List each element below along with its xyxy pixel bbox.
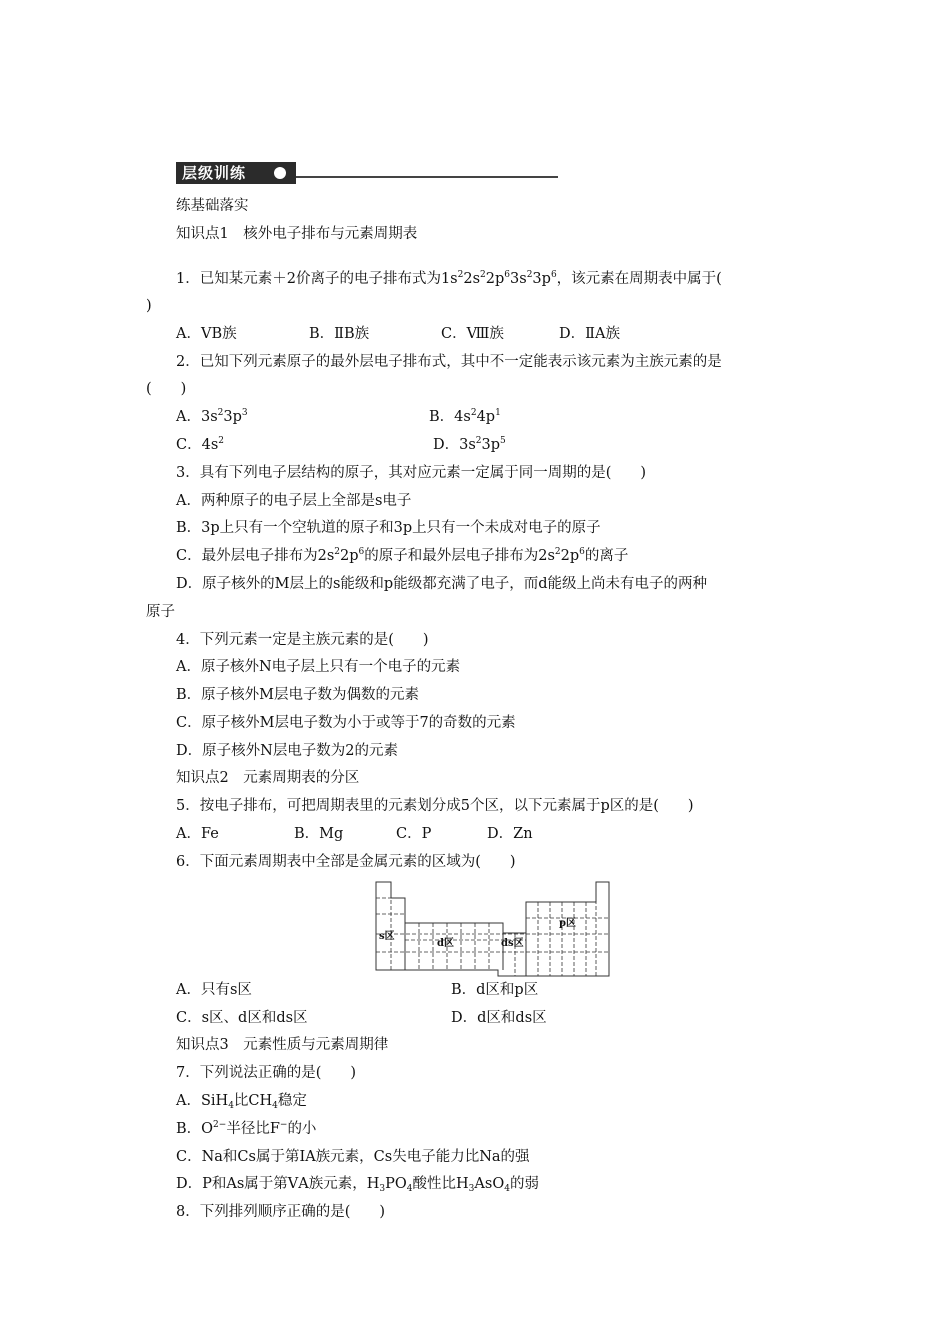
subtitle: 练基础落实 [176, 198, 249, 214]
q5-option-c: C．P [396, 826, 432, 842]
d-block-label: d区 [437, 938, 454, 949]
q7-option-a: A．SiH$_4$比$CH_4$稳定 [176, 1093, 307, 1111]
question-4-stem: 4．下列元素一定是主族元素的是( ) [176, 632, 429, 648]
q6-option-d: D．d区和ds区 [451, 1010, 547, 1026]
q3-option-d-cont: 原子 [146, 604, 175, 620]
q7-option-c: C．Na和Cs属于第ⅠA族元素，Cs失电子能力比Na的强 [176, 1149, 530, 1165]
question-1-stem: 1．已知某元素＋2价离子的电子排布式为$1s^22s^22p^63s^23p^6$，该元素在周期表中属于( [176, 270, 722, 287]
p-block-label: p区 [559, 918, 576, 929]
knowledge-point-1: 知识点1 核外电子排布与元素周期表 [176, 226, 418, 242]
s-block-label: s区 [379, 931, 395, 942]
q4-option-c: C．原子核外M层电子数为小于或等于7的奇数的元素 [176, 715, 516, 731]
q5-option-b: B．Mg [294, 826, 344, 842]
q7-option-b: B．$O^{2-}$半径比F−的小 [176, 1120, 317, 1137]
q3-option-d: D．原子核外的M层上的s能级和p能级都充满了电子，而d能级上尚未有电子的两种 [176, 576, 707, 592]
bullet-dot-icon [274, 167, 286, 179]
question-1-cont: ) [146, 298, 152, 314]
q7-option-d: D．P和As属于第ⅤA族元素，$H_3PO_4$酸性比$H_3AsO_4$的弱 [176, 1176, 539, 1194]
q1-option-b: B．ⅡB族 [309, 326, 370, 342]
q1-option-d: D．ⅡA族 [559, 326, 620, 342]
q3-option-b: B．3p上只有一个空轨道的原子和3p上只有一个未成对电子的原子 [176, 520, 601, 536]
q2-option-a: A．$3s^23p^3$ [176, 408, 248, 425]
knowledge-point-2: 知识点2 元素周期表的分区 [176, 770, 360, 786]
q2-option-c: C．$4s^2$ [176, 436, 224, 453]
question-2-stem: 2．已知下列元素原子的最外层电子排布式，其中不一定能表示该元素为主族元素的是 [176, 354, 722, 370]
question-6-stem: 6．下面元素周期表中全部是金属元素的区域为( ) [176, 854, 516, 870]
q4-option-b: B．原子核外M层电子数为偶数的元素 [176, 687, 420, 703]
q6-option-c: C．s区、d区和ds区 [176, 1010, 308, 1026]
q4-option-d: D．原子核外N层电子数为2的元素 [176, 743, 399, 759]
knowledge-point-3: 知识点3 元素性质与元素周期律 [176, 1037, 389, 1053]
q2-option-d: D．$3s^23p^5$ [433, 436, 506, 453]
q2-option-b: B．$4s^24p^1$ [429, 408, 501, 425]
q1-option-c: C．Ⅷ族 [441, 326, 504, 342]
ds-block-label: ds区 [501, 938, 524, 949]
banner-rule [296, 176, 558, 178]
q5-option-d: D．Zn [487, 826, 533, 842]
q4-option-a: A．原子核外N电子层上只有一个电子的元素 [176, 659, 461, 675]
q6-option-a: A．只有s区 [176, 982, 252, 998]
q3-option-a: A．两种原子的电子层上全部是s电子 [176, 493, 412, 509]
question-2-cont: ( ) [146, 381, 187, 397]
q1-option-a: A．ⅤB族 [176, 326, 237, 342]
periodic-table-figure [375, 880, 611, 980]
q3-option-c: C．最外层电子排布为$2s^22p^6$的原子和最外层电子排布为$2s^22p^6$的离子 [176, 547, 629, 564]
q6-option-b: B．d区和p区 [451, 982, 539, 998]
section-title: 层级训练 [176, 162, 296, 184]
question-5-stem: 5．按电子排布，可把周期表里的元素划分成5个区，以下元素属于p区的是( ) [176, 798, 694, 814]
question-3-stem: 3．具有下列电子层结构的原子，其对应元素一定属于同一周期的是( ) [176, 465, 647, 481]
question-8-stem: 8．下列排列顺序正确的是( ) [176, 1204, 386, 1220]
section-banner [176, 162, 558, 186]
question-7-stem: 7．下列说法正确的是( ) [176, 1065, 357, 1081]
q5-option-a: A．Fe [176, 826, 219, 842]
